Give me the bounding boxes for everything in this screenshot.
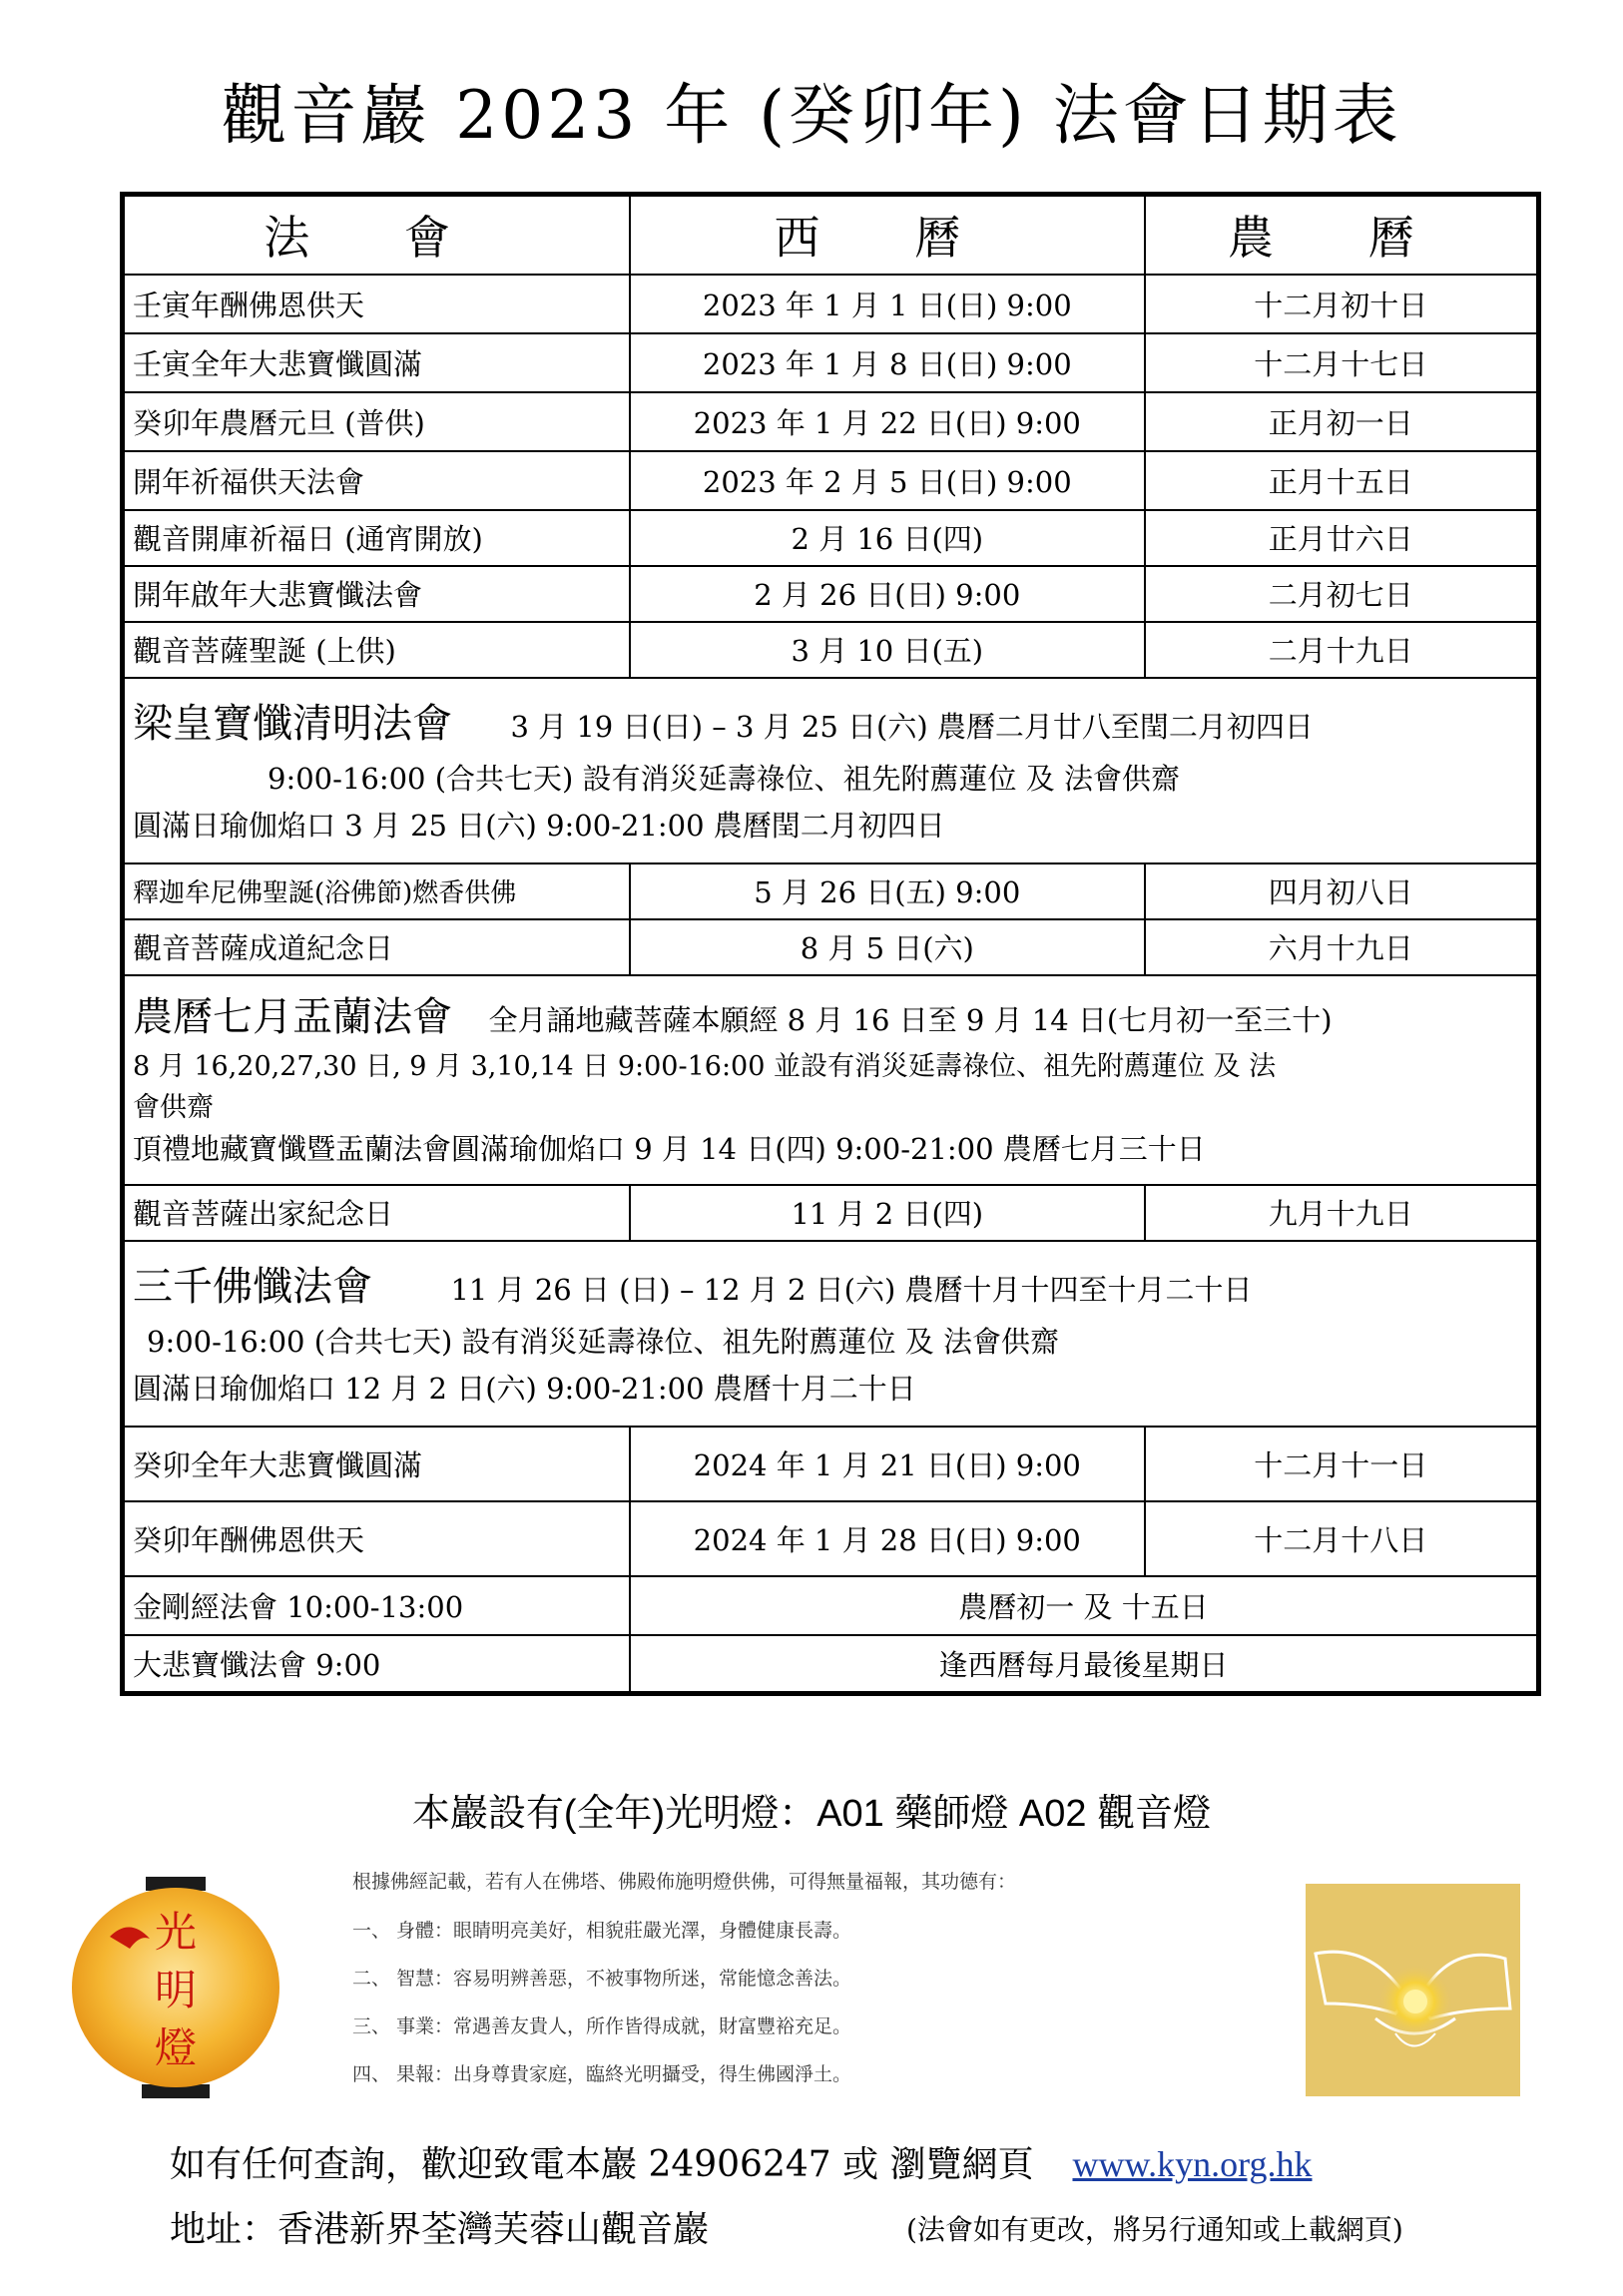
event-name: 觀音開庫祈福日 (通宵開放) bbox=[123, 510, 631, 566]
gregorian-date: 2023 年 1 月 22 日(日) 9:00 bbox=[630, 392, 1144, 451]
event-name: 觀音菩薩出家紀念日 bbox=[123, 1185, 631, 1241]
table-row bbox=[123, 275, 1539, 333]
schedule-table bbox=[120, 192, 1541, 1696]
thousand-buddha-title: 三千佛懺法會 bbox=[133, 1264, 372, 1311]
lunar-date: 九月十九日 bbox=[1145, 1185, 1539, 1241]
lantern-image bbox=[70, 1877, 281, 2098]
hands-light-image bbox=[1306, 1884, 1520, 2096]
ullambana-closing: 頂禮地藏寶懺暨盂蘭法會圓滿瑜伽焰口 9 月 14 日(四) 9:00-21:00 農曆七月三十日 bbox=[133, 1132, 1206, 1167]
lunar-date: 四月初八日 bbox=[1145, 863, 1539, 919]
event-name: 壬寅年酬佛恩供天 bbox=[123, 275, 631, 333]
benefit-item: 一、 身體：眼睛明亮美好，相貌莊嚴光澤，身體健康長壽。 bbox=[352, 1920, 852, 1942]
header-event: 法 會 bbox=[123, 195, 631, 275]
liang-huang-cell bbox=[123, 678, 1539, 863]
contact-line bbox=[170, 2136, 1312, 2187]
ullambana-title: 農曆七月盂蘭法會 bbox=[133, 994, 452, 1041]
thousand-buddha-block bbox=[123, 1241, 1539, 1427]
table-row bbox=[123, 863, 1539, 919]
table-row bbox=[123, 566, 1539, 622]
change-notice: (法會如有更改，將另行通知或上載網頁) bbox=[906, 2213, 1403, 2246]
gregorian-date: 2023 年 2 月 5 日(日) 9:00 bbox=[630, 451, 1144, 510]
table-row bbox=[123, 1635, 1539, 1694]
gregorian-date: 2024 年 1 月 21 日(日) 9:00 bbox=[630, 1427, 1144, 1501]
lantern-char-1: 光 bbox=[154, 1908, 198, 1957]
thousand-buddha-line-1 bbox=[133, 1255, 1528, 1319]
table-row bbox=[123, 392, 1539, 451]
lunar-date: 十二月初十日 bbox=[1145, 275, 1539, 333]
table-row bbox=[123, 1576, 1539, 1635]
lunar-date: 正月初一日 bbox=[1145, 392, 1539, 451]
lunar-date: 十二月十八日 bbox=[1145, 1501, 1539, 1576]
ullambana-details-cont: 會供齋 bbox=[133, 1091, 214, 1123]
gregorian-date: 2 月 26 日(日) 9:00 bbox=[630, 566, 1144, 622]
lunar-date: 十二月十七日 bbox=[1145, 333, 1539, 392]
page-title: 觀音巖 2023 年 (癸卯年) 法會日期表 bbox=[221, 77, 1402, 154]
table-row bbox=[123, 919, 1539, 975]
benefit-item: 三、 事業：常遇善友貴人，所作皆得成就，財富豐裕充足。 bbox=[352, 2015, 852, 2037]
table-row bbox=[123, 451, 1539, 510]
lunar-date: 正月十五日 bbox=[1145, 451, 1539, 510]
thousand-buddha-closing: 圓滿日瑜伽焰口 12 月 2 日(六) 9:00-21:00 農曆十月二十日 bbox=[133, 1371, 916, 1406]
event-name: 癸卯年酬佛恩供天 bbox=[123, 1501, 631, 1576]
gregorian-date: 11 月 2 日(四) bbox=[630, 1185, 1144, 1241]
liang-huang-block bbox=[123, 678, 1539, 863]
liang-huang-dates: 3 月 19 日(日) – 3 月 25 日(六) 農曆二月廿八至閏二月初四日 bbox=[510, 710, 1314, 745]
event-name: 大悲寶懺法會 9:00 bbox=[123, 1635, 631, 1694]
event-name: 開年啟年大悲寶懺法會 bbox=[123, 566, 631, 622]
gregorian-date: 2023 年 1 月 8 日(日) 9:00 bbox=[630, 333, 1144, 392]
event-name: 釋迦牟尼佛聖誕(浴佛節)燃香供佛 bbox=[123, 863, 631, 919]
event-name: 開年祈福供天法會 bbox=[123, 451, 631, 510]
liang-huang-title: 梁皇寶懺清明法會 bbox=[133, 701, 452, 748]
event-schedule-note: 逢西曆每月最後星期日 bbox=[630, 1635, 1538, 1694]
table-row bbox=[123, 333, 1539, 392]
table-row bbox=[123, 1501, 1539, 1576]
benefit-item: 二、 智慧：容易明辨善惡，不被事物所迷，常能憶念善法。 bbox=[352, 1968, 852, 1990]
thousand-buddha-dates: 11 月 26 日 (日) – 12 月 2 日(六) 農曆十月十四至十月二十日 bbox=[450, 1273, 1253, 1308]
event-name: 癸卯年農曆元旦 (普供) bbox=[123, 392, 631, 451]
lunar-date: 二月初七日 bbox=[1145, 566, 1539, 622]
gregorian-date: 3 月 10 日(五) bbox=[630, 622, 1144, 678]
lamp-benefits bbox=[352, 1867, 1251, 2107]
gregorian-date: 2023 年 1 月 1 日(日) 9:00 bbox=[630, 275, 1144, 333]
lunar-date: 六月十九日 bbox=[1145, 919, 1539, 975]
address: 地址：香港新界荃灣芙蓉山觀音巖 bbox=[170, 2209, 710, 2250]
benefit-item: 四、 果報：出身尊貴家庭，臨終光明攝受，得生佛國淨土。 bbox=[352, 2063, 852, 2085]
lunar-date: 十二月十一日 bbox=[1145, 1427, 1539, 1501]
table-header-row bbox=[123, 195, 1539, 275]
event-name: 觀音菩薩成道紀念日 bbox=[123, 919, 631, 975]
event-name: 癸卯全年大悲寶懺圓滿 bbox=[123, 1427, 631, 1501]
header-gregorian: 西 曆 bbox=[630, 195, 1144, 275]
lunar-date: 二月十九日 bbox=[1145, 622, 1539, 678]
header-lunar: 農 曆 bbox=[1145, 195, 1539, 275]
contact-text: 如有任何查詢，歡迎致電本巖 24906247 或 瀏覽網頁 bbox=[170, 2144, 1034, 2185]
gregorian-date: 2 月 16 日(四) bbox=[630, 510, 1144, 566]
benefits-intro: 根據佛經記載，若有人在佛塔、佛殿佈施明燈供佛，可得無量福報，其功德有： bbox=[352, 1871, 1017, 1893]
ullambana-line-1 bbox=[133, 987, 1528, 1047]
liang-huang-closing: 圓滿日瑜伽焰口 3 月 25 日(六) 9:00-21:00 農曆閏二月初四日 bbox=[133, 808, 945, 843]
event-name: 觀音菩薩聖誕 (上供) bbox=[123, 622, 631, 678]
table-row bbox=[123, 510, 1539, 566]
thousand-buddha-details: 9:00-16:00 (合共七天) 設有消災延壽祿位、祖先附薦蓮位 及 法會供齋 bbox=[147, 1325, 1059, 1360]
event-name: 金剛經法會 10:00-13:00 bbox=[123, 1576, 631, 1635]
liang-huang-details: 9:00-16:00 (合共七天) 設有消災延壽祿位、祖先附薦蓮位 及 法會供齋 bbox=[268, 762, 1180, 797]
gregorian-date: 5 月 26 日(五) 9:00 bbox=[630, 863, 1144, 919]
table-row bbox=[123, 622, 1539, 678]
lantern-char-2: 明 bbox=[154, 1966, 198, 2014]
thousand-buddha-cell bbox=[123, 1241, 1539, 1427]
event-name: 壬寅全年大悲寶懺圓滿 bbox=[123, 333, 631, 392]
liang-huang-line-1 bbox=[133, 692, 1528, 756]
gregorian-date: 2024 年 1 月 28 日(日) 9:00 bbox=[630, 1501, 1144, 1576]
event-schedule-note: 農曆初一 及 十五日 bbox=[630, 1576, 1538, 1635]
lantern-char-3: 燈 bbox=[154, 2023, 198, 2072]
ullambana-block bbox=[123, 975, 1539, 1185]
ullambana-cell bbox=[123, 975, 1539, 1185]
table-row bbox=[123, 1185, 1539, 1241]
ullambana-dates: 全月誦地藏菩薩本願經 8 月 16 日至 9 月 14 日(七月初一至三十) bbox=[488, 1003, 1333, 1038]
gregorian-date: 8 月 5 日(六) bbox=[630, 919, 1144, 975]
lunar-date: 正月廿六日 bbox=[1145, 510, 1539, 566]
table-row bbox=[123, 1427, 1539, 1501]
ullambana-details: 8 月 16,20,27,30 日, 9 月 3,10,14 日 9:00-16:00 並設有消災延壽祿位、祖先附薦蓮位 及 法 bbox=[133, 1051, 1277, 1083]
lamp-title: 本巖設有(全年)光明燈：A01 藥師燈 A02 觀音燈 bbox=[411, 1793, 1212, 1835]
website-link[interactable]: www.kyn.org.hk bbox=[1072, 2144, 1313, 2184]
